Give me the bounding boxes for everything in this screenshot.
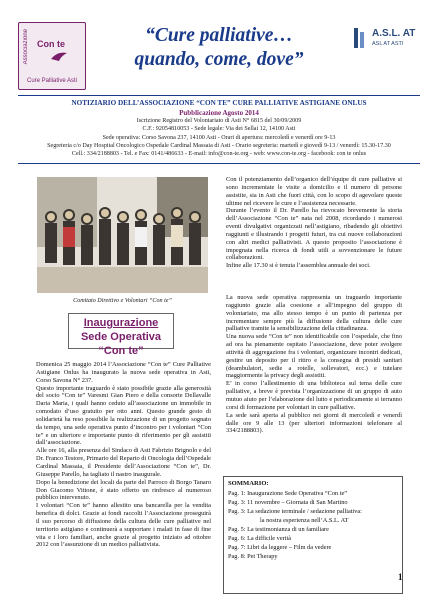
- photo-caption: Comitato Direttivo e Volontari “Con te”: [73, 298, 172, 304]
- toc-item: Pag. 6: La difficile verità: [228, 535, 292, 543]
- toc-item: Pag. 5: La testimonianza di un familiare: [228, 525, 329, 533]
- article-paragraph: La sede sarà aperta al pubblico nei giorni di mercoledì e venerdì dalle ore 9 alle 13 (per ulteriori informazioni telefonare al 334/2188803).: [226, 411, 402, 435]
- masthead-line-1: Iscrizione Registro del Volontariato di Asti N° 6815 del 30/09/2009: [136, 118, 302, 124]
- masthead-line-5: Cell.: 334/2188803 - Tel. e Fax: 0141/486633 - E-mail: info@con-te.org - web: www.con-te.org - facebook: con te onlus: [71, 151, 367, 157]
- logo-vertical-text: Associazione: [23, 29, 29, 65]
- asl-subtitle: ASL AT ASTI: [372, 41, 404, 47]
- header: [18, 22, 420, 90]
- page-number: 1: [398, 572, 403, 582]
- article-heading-box: [68, 313, 174, 357]
- table-of-contents: [223, 476, 403, 594]
- asl-mark-icon: [352, 26, 368, 50]
- article-column-right-bottom: [226, 294, 402, 435]
- title-line-2: quando, come, dove”: [134, 49, 304, 70]
- title-line-1: “Cure palliative…: [145, 25, 293, 46]
- article-column-left: [36, 361, 211, 549]
- toc-item: Pag. 3: La sedazione terminale / sedazione palliativa:: [228, 508, 362, 516]
- asl-name: A.S.L. AT: [372, 28, 416, 39]
- group-photo-image: [37, 177, 208, 293]
- toc-item: Pag. 8: Pet Therapy: [228, 553, 278, 561]
- article-column-right-top: [226, 176, 402, 270]
- masthead-line-2: C.F.: 92054810053 - Sede legale: Via dei Sellai 12, 14100 Asti: [142, 126, 296, 132]
- masthead-org: NOTIZIARIO DELL’ASSOCIAZIONE “CON TE” CURE PALLIATIVE ASTIGIANE ONLUS: [71, 99, 367, 107]
- masthead-line-3: Sede operativa: Corso Savona 237, 14100 Asti - Orari di apertura: mercoledì e venerdì ore 9-13: [102, 135, 336, 141]
- dove-icon: [49, 49, 69, 65]
- article-paragraph: Questo importante traguardo è stato possibile grazie alla generosità del socio “Con te” Varesmi Gian Piero e della consorte Dellavalle Daria Maria, i quali hanno ceduto all’associazione un immobile in comodato d’uso gratuito per otto anni. Questo grande gesto di solidarietà ha reso possibile la realizzazione di un progetto sognato da tempo, una sede operativa punto d’incontro per i volontari “Con te” e un ulteriore e importante punto di riferimento per gli assistiti dall’associazione.: [36, 384, 211, 447]
- article-paragraph: Domenica 25 maggio 2014 l’Associazione “Con te” Cure Palliative Astigiane Onlus ha inaugurato la nuova sede operativa in Asti, Corso Savona N° 237.: [36, 361, 211, 384]
- article-paragraph: Infine alle 17.30 si è tenuta l’assemblea annuale dei soci.: [226, 262, 371, 270]
- group-photo: [37, 177, 208, 293]
- masthead-line-4: Segreteria c/o Day Hospital Oncologico Ospedale Cardinal Massaia di Asti - Orario segreteria: martedì e giovedì 9-13 / venerdì: 15.30-17.30: [47, 143, 391, 149]
- article-heading-2: Sede Operativa “Con te”: [80, 331, 162, 357]
- toc-item: Pag. 7: Libri da leggere – Film da vedere: [228, 544, 332, 552]
- association-logo: [18, 22, 86, 90]
- article-heading-1: Inaugurazione: [83, 317, 159, 329]
- article-paragraph: La nuova sede operativa rappresenta un traguardo importante raggiunto grazie alla coesione e all’impegno del gruppo di volontariato, ma allo stesso tempo è un punto di partenza per incrementare sempre più la diffusione della cultura delle cure palliative tramite la sensibilizzazione della cittadinanza.: [226, 294, 402, 333]
- asl-logo: [352, 26, 422, 66]
- article-paragraph: I volontari “Con te” hanno allestito una bancarella per la vendita benefica di dolci. Grazie ai fondi raccolti l’Associazione proseguirà il suo percorso di diffusione della cultura delle cure palliative nel territorio astigiano e continuerà a supportare i malati in fase di fine vita e i loro familiari, anche grazie al progetto iniziato ad ottobre 2012 con l’assunzione di un medico palliativista.: [36, 502, 211, 549]
- header-divider: [18, 95, 420, 96]
- article-paragraph: E’ in corso l’allestimento di una biblioteca sul tema delle cure palliative, a breve è prevista l’organizzazione di un gruppo di auto mutuo aiuto per l’elaborazione del lutto e periodicamente si terranno corsi di formazione per volontari in cure palliative.: [226, 380, 402, 411]
- newsletter-title: [94, 24, 344, 72]
- toc-item-continuation: la nostra esperienza nell’A.S.L. AT: [260, 516, 349, 524]
- article-paragraph: Dopo la benedizione dei locali da parte del Parroco di Borgo Tanaro Don Giacomo Vittone, è stato offerto un rinfresco al numeroso pubblico intervenuto.: [36, 478, 211, 502]
- toc-item: Pag. 1: Inaugurazione Sede Operativa “Con te”: [228, 490, 348, 497]
- article-paragraph: Durante l’evento il Dr. Parello ha rievocato brevemente la storia dell’Associazione “Con te” nata nel 2008, ricordando i numerosi eventi divulgativi organizzati nell’astigiano, ribadendo gli obiettivi raggiunti e illustrando i progetti futuri, tra cui nuove collaborazioni con altri medici palliativisti. A questo proposito l’associazione è impegnata nella ricerca di fondi utili a sovvenzionare le future collaborazioni.: [226, 207, 402, 262]
- article-paragraph: Alle ore 16, alla presenza del Sindaco di Asti Fabrizio Brignolo e del Dr. Franco Testore, Primario del Reparto di Oncologia dell’Ospedale Cardinal Massaia, il Presidente dell’Associazione “Con te”, Dr. Giuseppe Parello, ha tagliato il nastro inaugurale.: [36, 447, 211, 478]
- toc-title: SOMMARIO:: [228, 480, 269, 487]
- article-paragraph: Una nuova sede “Con te” non identificabile con l’ospedale, che fino ad ora ha pienamente ospitato l’associazione, deve poter svolgere attività di aggregazione fra i volontari, organizzare incontri dedicati, gestire un deposito per il ritiro e la consegna di presidi sanitari (deambulatori, sedie a rotelle, sollevatori, ecc.) e tutelare maggiormente la privacy degli assistiti.: [226, 333, 402, 380]
- logo-subtitle: Cure Palliative Asti: [26, 78, 78, 84]
- logo-name: Con te: [37, 39, 65, 49]
- article-paragraph: Con il potenziamento dell’organico dell’équipe di cure palliative si sono incrementate le visite a domicilio e il numero di persone assistite, sia in Asti che fuori città, con lo scopo di agevolare queste ultime nel ricevere le cure e l’assistenza necessarie.: [226, 176, 402, 207]
- masthead-divider: [18, 163, 420, 164]
- masthead-publication: Pubblicazione Agosto 2014: [179, 109, 259, 117]
- toc-item: Pag. 3: 11 novembre – Giornata di San Martino: [228, 499, 348, 507]
